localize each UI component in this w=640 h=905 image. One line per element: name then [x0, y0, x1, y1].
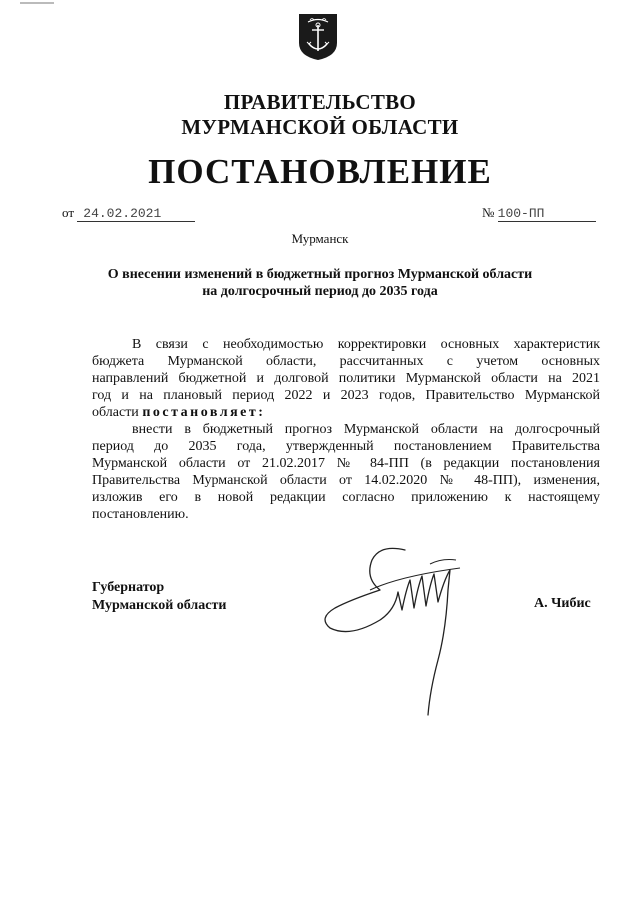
position-line-1: Губернатор	[92, 580, 165, 595]
date-prefix: от	[62, 205, 75, 220]
document-date	[62, 205, 195, 222]
resolution-line: период до 2035 года, утвержденный постановлением Правительства	[92, 439, 600, 454]
number-prefix: №	[482, 205, 495, 220]
preamble-line: В связи с необходимостью корректировки основных характеристик	[132, 337, 600, 352]
document-number	[482, 205, 596, 222]
city-name: Мурманск	[291, 231, 349, 246]
scan-artifact	[20, 2, 54, 4]
resolution-line: Мурманской области от 21.02.2017 № 84-ПП (в редакции постановления	[92, 456, 600, 471]
title-line-2: на долгосрочный период до 2035 года	[202, 284, 438, 299]
resolves-keyword: постановляет:	[142, 405, 266, 420]
preamble-line: направлений бюджетной и долговой политики Мурманской области на 2021	[92, 371, 600, 386]
coat-of-arms-emblem	[298, 13, 338, 61]
document-type-heading: ПОСТАНОВЛЕНИЕ	[148, 152, 492, 191]
position-line-2: Мурманской области	[92, 598, 227, 613]
paragraph-resolution	[92, 421, 600, 523]
preamble-line: год и на плановый период 2022 и 2023 годов, Правительство Мурманской	[92, 388, 600, 403]
organization-name	[0, 90, 640, 140]
signatory-position	[92, 579, 226, 615]
paragraph-preamble	[92, 336, 600, 421]
handwritten-signature	[310, 530, 480, 720]
date-value: 24.02.2021	[77, 206, 195, 222]
title-line-1: О внесении изменений в бюджетный прогноз Мурманской области	[107, 267, 533, 282]
resolution-line: внести в бюджетный прогноз Мурманской области на долгосрочный	[132, 422, 600, 437]
resolution-line: изложив его в новой редакции согласно приложению к настоящему	[92, 490, 600, 505]
preamble-last-prefix: области	[92, 405, 139, 420]
number-value: 100-ПП	[498, 206, 596, 222]
preamble-line: бюджета Мурманской области, рассчитанных с учетом основных	[92, 354, 600, 369]
signatory-name: А. Чибис	[534, 596, 591, 611]
preamble-last-line	[92, 404, 600, 421]
document-title	[0, 266, 640, 300]
organization-line-2: МУРМАНСКОЙ ОБЛАСТИ	[181, 115, 459, 139]
resolution-line: Правительства Мурманской области от 14.02.2020 № 48-ПП), изменения,	[92, 473, 600, 488]
resolution-line: постановлению.	[92, 507, 189, 522]
organization-line-1: ПРАВИТЕЛЬСТВО	[223, 90, 417, 114]
